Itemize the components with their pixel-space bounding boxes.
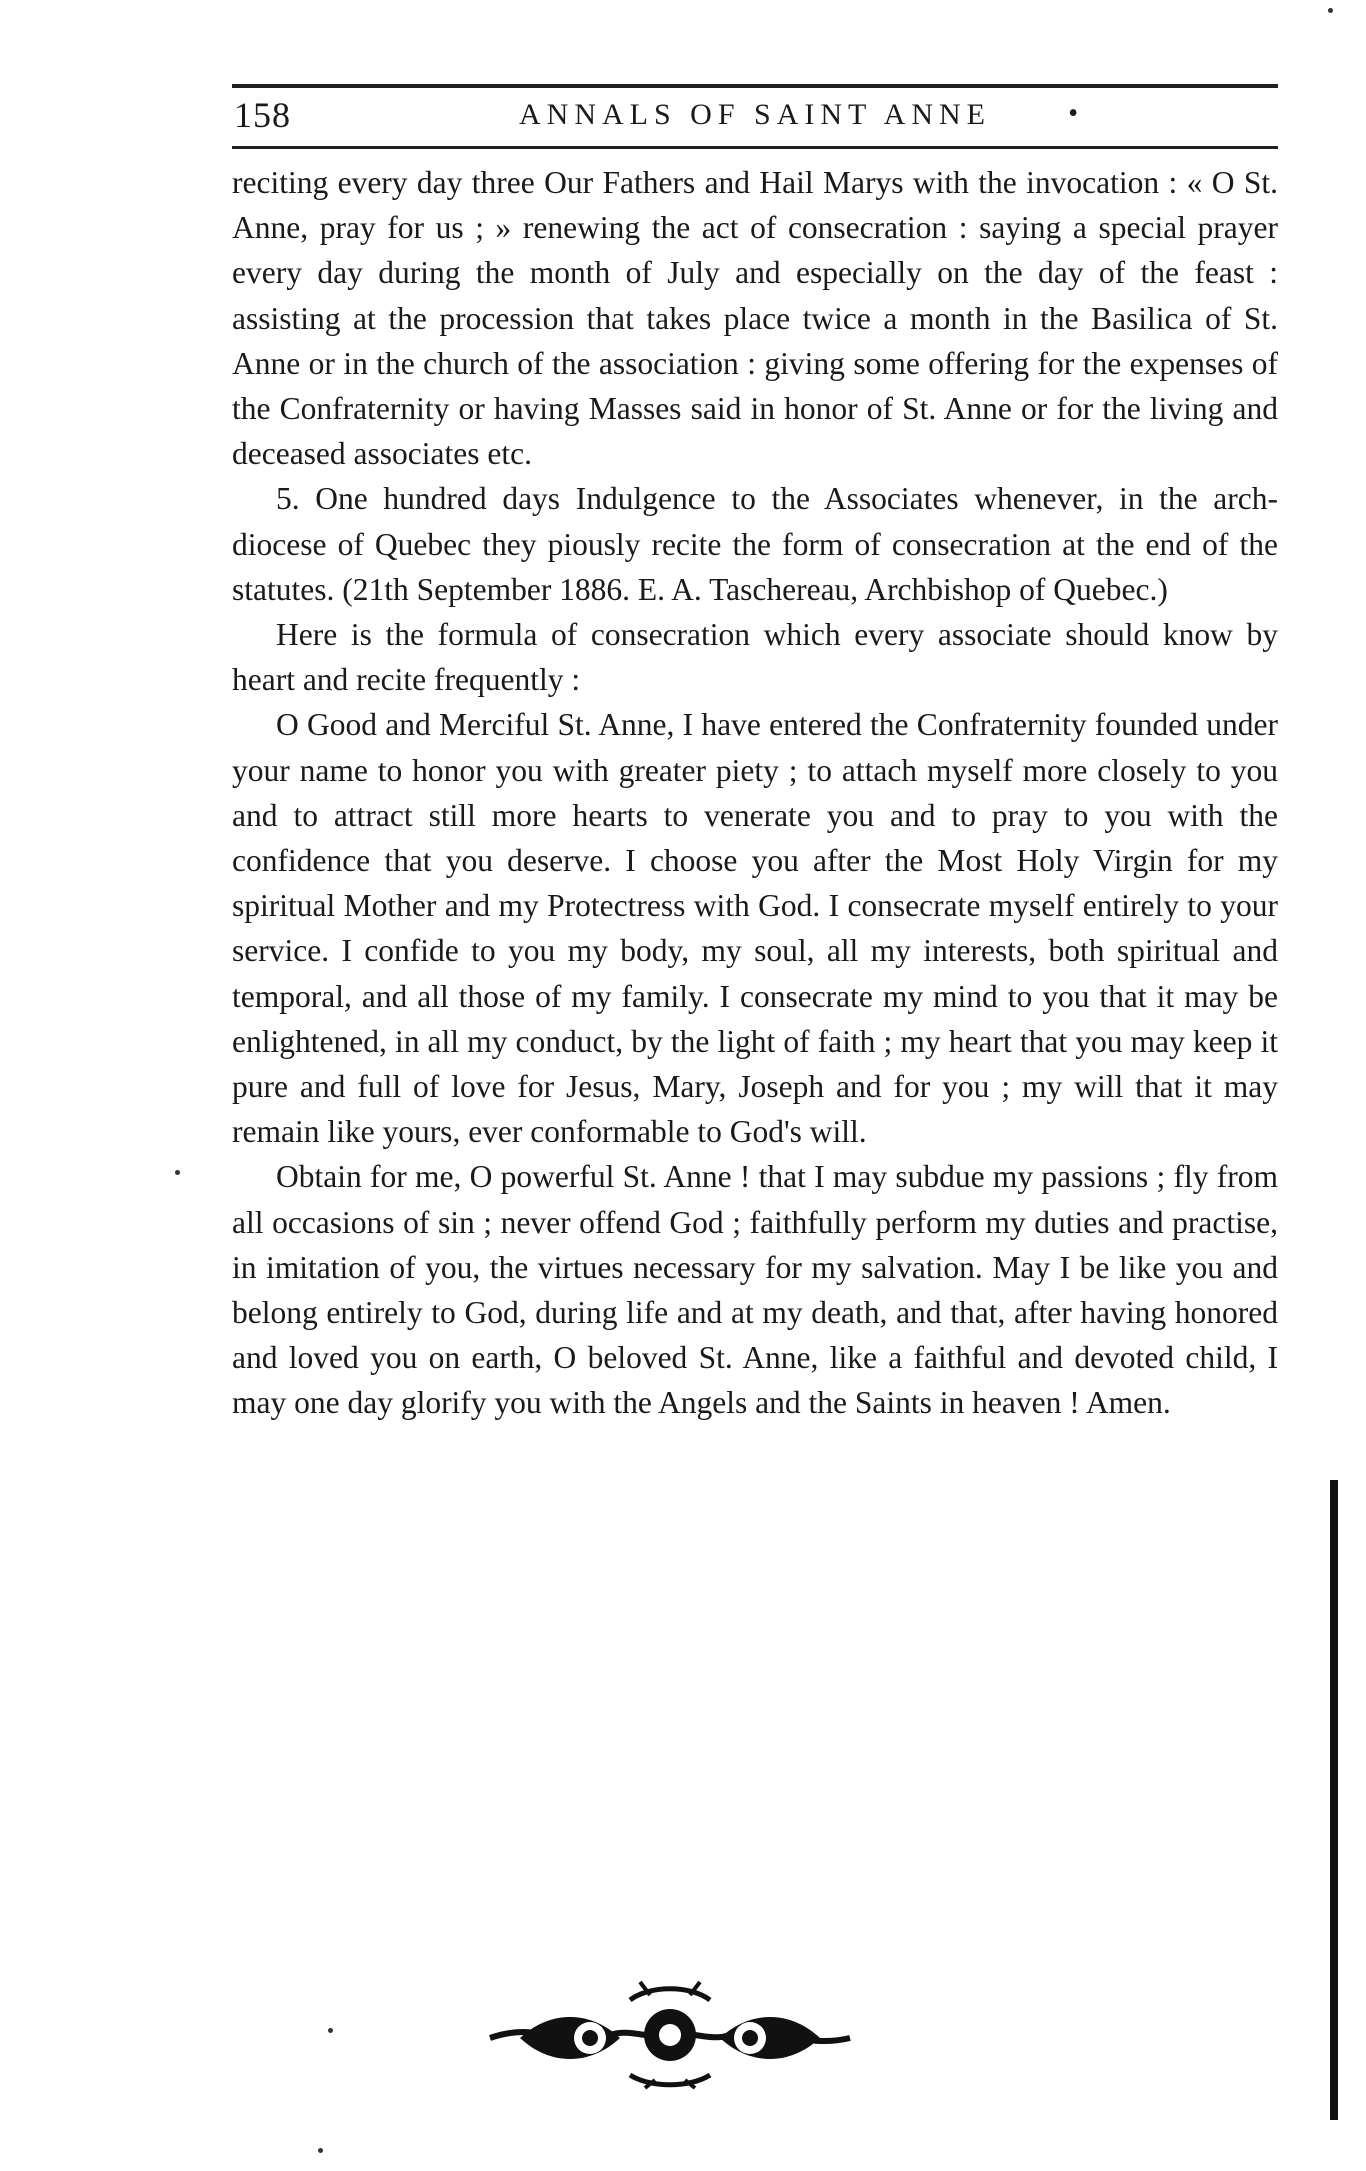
paragraph-continuation: reciting every day three Our Fathers and Hail Marys with the invocation : « O St. Anne, pray for us ; » renewing the act of consecration : saying a special prayer every day during the month of July and especially on the day of the feast : assisting at the procession that takes place twice a month in the Basilica of St. Anne or in the church of the association : giving some offering for the expenses of the Confraternity or having Masses said in honor of St. Anne or for the living and deceased associates etc. — [232, 165, 1278, 472]
margin-speck — [175, 1170, 180, 1175]
floral-vignette-icon — [480, 1980, 860, 2090]
page-body — [232, 160, 1278, 1426]
margin-speck — [328, 2028, 333, 2033]
page-number: 158 — [234, 95, 291, 135]
margin-speck — [318, 2148, 323, 2153]
paragraph-petition: Obtain for me, O powerful St. Anne ! that I may subdue my passions ; fly from all occasions of sin ; never offend God ; faithfully perform my duties and practise, in imitation of you, the virtues necessary for my salvation. May I be like you and belong entirely to God, during life and at my death, and that, after having honored and loved you on earth, O beloved St. Anne, like a faithful and devoted child, I may one day glorify you with the Angels and the Saints in heaven ! Amen. — [232, 1159, 1278, 1421]
paragraph-indulgence: 5. One hundred days Indulgence to the Associates whenever, in the arch-diocese of Quebec they piously recite the form of consecration at the end of the statutes. (21th September 1886. E. A. Taschereau, Archbishop of Quebec.) — [232, 481, 1278, 607]
header-bullet: • — [1068, 98, 1078, 129]
running-title: ANNALS OF SAINT ANNE — [519, 98, 991, 131]
paragraph-consecration: O Good and Merciful St. Anne, I have entered the Confraternity founded under your name to honor you with greater piety ; to attach myself more closely to you and to attract still more hearts to venerate you and to pray to you with the confidence that you deserve. I choose you after the Most Holy Virgin for my spiritual Mother and my Protectress with God. I consecrate myself entirely to your service. I confide to you my body, my soul, all my interests, both spiritual and temporal, and all those of my family. I consecrate my mind to you that it may be enlightened, in all my conduct, by the light of faith ; my heart that you may keep it pure and full of love for Jesus, Mary, Joseph and for you ; my will that it may remain like yours, ever conformable to God's will. — [232, 707, 1278, 1150]
paragraph-formula-intro: Here is the formula of consecration which every associate should know by heart and recite frequently : — [232, 617, 1278, 698]
page-edge-rule — [1330, 1480, 1338, 2120]
margin-speck — [1328, 8, 1333, 13]
running-header — [232, 84, 1278, 149]
